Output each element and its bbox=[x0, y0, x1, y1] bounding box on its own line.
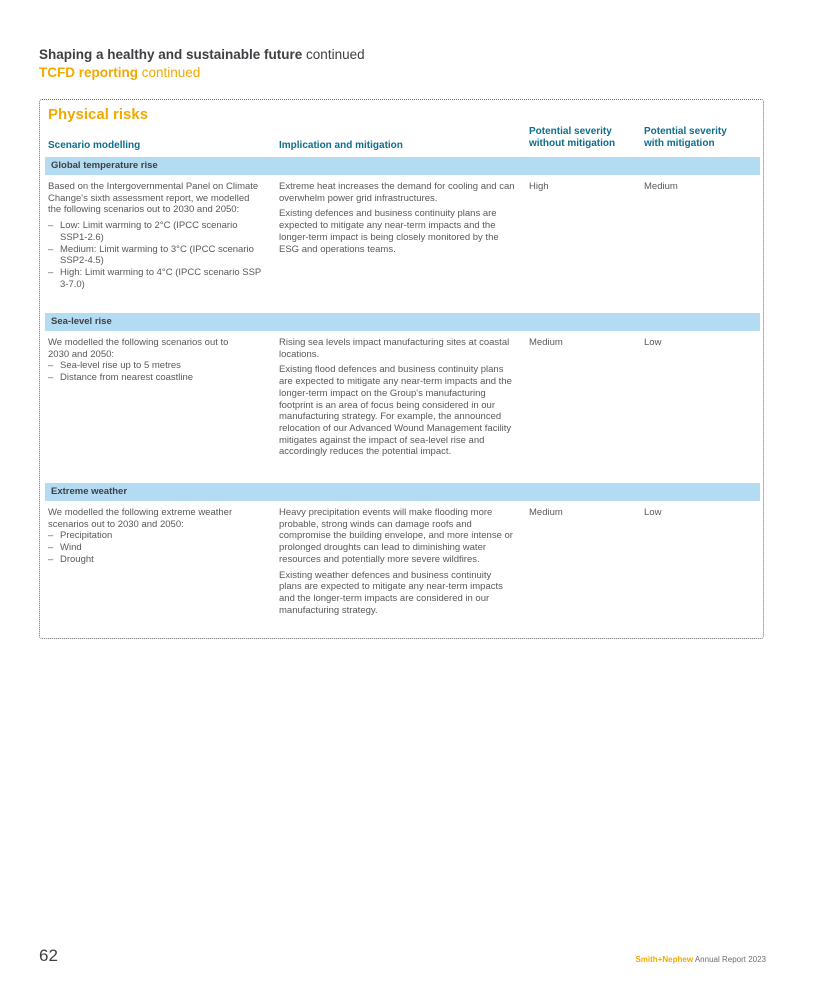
scenario-item: – Low: Limit warming to 2°C (IPCC scenario SSP1-2.6) bbox=[48, 220, 263, 243]
column-header-scenario: Scenario modelling bbox=[48, 140, 141, 151]
page-subtitle bbox=[39, 64, 365, 81]
scenario-item: – Precipitation bbox=[48, 530, 260, 542]
implication-paragraph: Existing defences and business continuity plans are expected to mitigate any near-term impacts and the longer-term impact is being closely monitored by the ESG and operations teams. bbox=[279, 208, 499, 255]
implication-paragraph: Heavy precipitation events will make flooding more probable, strong winds can damage roofs and compromise the building envelope, and more intense or prolonged droughts can lead to diminishing water resources and potentially more severe wildfires. bbox=[279, 507, 513, 565]
scenario-item: – Sea-level rise up to 5 metres bbox=[48, 360, 238, 372]
implication-cell bbox=[279, 181, 515, 259]
page-title bbox=[39, 46, 365, 63]
brand-name: Smith+Nephew bbox=[635, 955, 694, 964]
scenario-item: – Distance from nearest coastline bbox=[48, 372, 238, 384]
scenario-cell bbox=[48, 181, 263, 290]
scenario-cell bbox=[48, 337, 238, 384]
scenario-intro: We modelled the following extreme weather scenarios out to 2030 and 2050: bbox=[48, 507, 233, 530]
page-subtitle-bold: TCFD reporting bbox=[39, 65, 138, 80]
column-header-implication: Implication and mitigation bbox=[279, 140, 403, 151]
scenario-list bbox=[48, 220, 263, 290]
scenario-item: – Wind bbox=[48, 542, 260, 554]
scenario-list bbox=[48, 360, 238, 383]
implication-paragraph: Existing flood defences and business continuity plans are expected to mitigate any near-term impacts and the longer-term impact on the Group's manufacturing footprint is an area of focus being considered in our manufacturing strategy. For example, the announced relocation of our Advanced Wound Management facility mitigates against the impact of sea-level rise and accordingly reduces the potential impact. bbox=[279, 364, 512, 458]
implication-paragraph: Existing weather defences and business continuity plans are expected to mitigate any near-term impacts and the longer-term impacts are considered in our manufacturing strategy. bbox=[279, 569, 503, 616]
scenario-item: – High: Limit warming to 4°C (IPCC scenario SSP 3-7.0) bbox=[48, 267, 263, 290]
severity-with-value: Medium bbox=[644, 181, 678, 192]
column-header-severity-with: Potential severity with mitigation bbox=[644, 126, 727, 149]
page-header bbox=[39, 46, 365, 81]
scenario-item: – Drought bbox=[48, 554, 260, 566]
panel-title: Physical risks bbox=[48, 106, 149, 123]
implication-paragraph: Extreme heat increases the demand for cooling and can overwhelm power grid infrastructures. bbox=[279, 181, 515, 204]
implication-cell bbox=[279, 507, 515, 620]
scenario-item: – Medium: Limit warming to 3°C (IPCC scenario SSP2-4.5) bbox=[48, 244, 263, 267]
column-header-severity-without: Potential severity without mitigation bbox=[529, 126, 616, 149]
severity-with-value: Low bbox=[644, 337, 662, 348]
scenario-cell bbox=[48, 507, 260, 566]
scenario-intro: Based on the Intergovernmental Panel on Climate Change's sixth assessment report, we modelled the following scenarios out to 2030 and 2050: bbox=[48, 181, 259, 216]
page-title-bold: Shaping a healthy and sustainable future bbox=[39, 47, 303, 62]
scenario-intro: We modelled the following scenarios out to 2030 and 2050: bbox=[48, 337, 229, 360]
implication-paragraph: Rising sea levels impact manufacturing sites at coastal locations. bbox=[279, 337, 510, 360]
severity-without-value: Medium bbox=[529, 507, 563, 518]
severity-without-value: Medium bbox=[529, 337, 563, 348]
section-heading-sea-level-rise: Sea-level rise bbox=[45, 313, 760, 331]
page-number: 62 bbox=[39, 946, 58, 965]
section-heading-global-temperature: Global temperature rise bbox=[45, 157, 760, 175]
section-heading-extreme-weather: Extreme weather bbox=[45, 483, 760, 501]
severity-with-value: Low bbox=[644, 507, 662, 518]
physical-risks-panel bbox=[39, 99, 764, 639]
report-name: Annual Report 2023 bbox=[693, 955, 766, 964]
page-subtitle-rest: continued bbox=[138, 65, 201, 80]
implication-cell bbox=[279, 337, 519, 462]
severity-without-value: High bbox=[529, 181, 549, 192]
page-title-rest: continued bbox=[302, 47, 365, 62]
scenario-list bbox=[48, 530, 260, 565]
footer-brand bbox=[635, 955, 766, 964]
